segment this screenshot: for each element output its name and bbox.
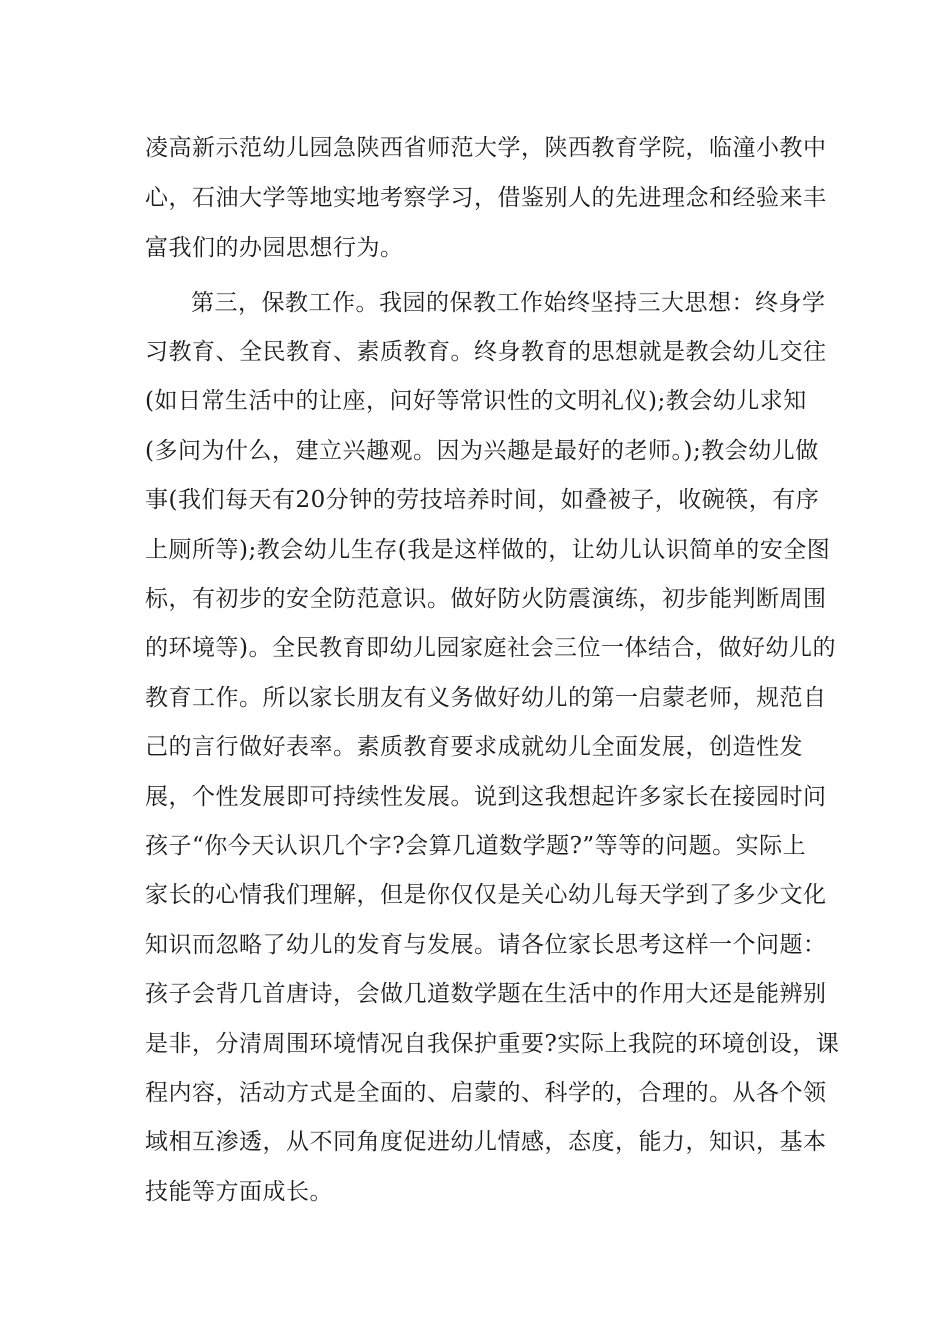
text-line: 知识而忽略了幼儿的发育与发展。请各位家长思考这样一个问题： — [145, 932, 827, 958]
text-line: 孩子会背几首唐诗，会做几道数学题在生活中的作用大还是能辨别 — [145, 981, 827, 1007]
text-line: (如日常生活中的让座，问好等常识性的文明礼仪);教会幼儿求知 — [145, 388, 807, 414]
text-line: 是非，分清周围环境情况自我保护重要?实际上我院的环境创设，课 — [145, 1031, 840, 1057]
text-line: 域相互渗透，从不同角度促进幼儿情感，态度，能力，知识，基本 — [145, 1129, 827, 1155]
text-line: 程内容，活动方式是全面的、启蒙的、科学的，合理的。从各个领 — [145, 1080, 827, 1106]
text-line: 的环境等)。全民教育即幼儿园家庭社会三位一体结合，做好幼儿的 — [145, 635, 836, 661]
text-line: 心，石油大学等地实地考察学习，借鉴别人的先进理念和经验来丰 — [145, 185, 827, 211]
text-line: 展，个性发展即可持续性发展。说到这我想起许多家长在接园时问 — [145, 784, 827, 810]
text-line: 事(我们每天有20分钟的劳技培养时间，如叠被子，收碗筷，有序 — [145, 487, 820, 513]
text-line: 标，有初步的安全防范意识。做好防火防震演练，初步能判断周围 — [145, 586, 827, 612]
text-line: 上厕所等);教会幼儿生存(我是这样做的，让幼儿认识简单的安全图 — [145, 537, 831, 563]
text-line: 教育工作。所以家长朋友有义务做好幼儿的第一启蒙老师，规范自 — [145, 685, 827, 711]
text-line: 凌高新示范幼儿园急陕西省师范大学，陕西教育学院，临潼小教中 — [145, 135, 827, 161]
text-line: 家长的心情我们理解，但是你仅仅是关心幼儿每天学到了多少文化 — [145, 882, 827, 908]
text-line: (多问为什么，建立兴趣观。因为兴趣是最好的老师。);教会幼儿做 — [145, 438, 819, 464]
text-line: 己的言行做好表率。素质教育要求成就幼儿全面发展，创造性发 — [145, 734, 803, 760]
text-line: 富我们的办园思想行为。 — [145, 235, 404, 261]
paragraph-first-line: 第三，保教工作。我园的保教工作始终坚持三大思想：终身学 — [191, 290, 826, 316]
text-line: 习教育、全民教育、素质教育。终身教育的思想就是教会幼儿交往 — [145, 339, 827, 365]
text-line: 技能等方面成长。 — [145, 1179, 333, 1205]
text-line: 孩子“你今天认识几个字?会算几道数学题?”等等的问题。实际上 — [145, 833, 807, 859]
